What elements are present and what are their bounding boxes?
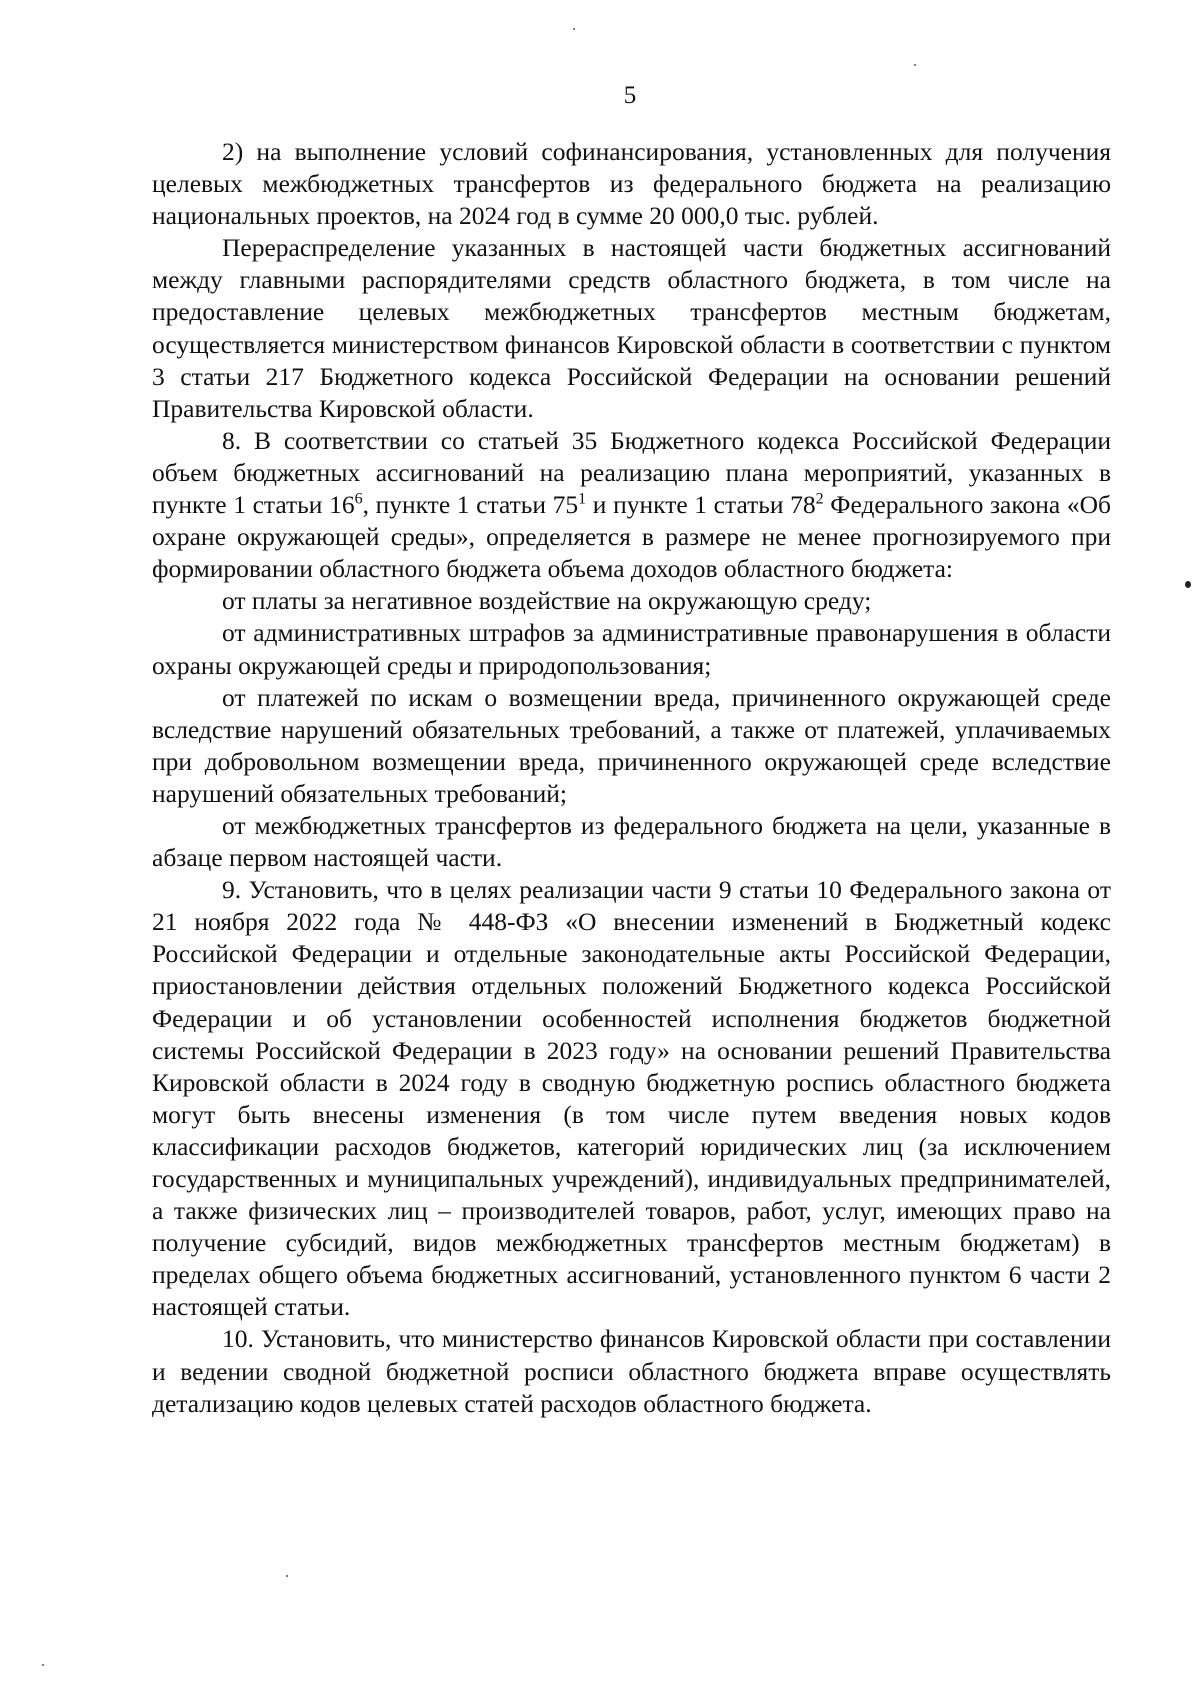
scan-speck	[286, 1575, 288, 1577]
scan-speck	[573, 28, 575, 30]
paragraph-8-text-d: Федерального закона «Об охране окружающей среды», определяется в размере не менее прогнозируемого при формировании областного бюджета объема доходов областного бюджета:	[152, 490, 1111, 584]
paragraph-8-text-c: и пункте 1 статьи 78	[586, 490, 816, 520]
list-item-administrative-fines: от административных штрафов за административные правонарушения в области охраны окружающей среды и природопользования;	[152, 618, 1111, 680]
paragraph-8-environment	[152, 425, 1111, 585]
superscript-2: 2	[815, 490, 824, 508]
paragraph-9-budget-changes: 9. Установить, что в целях реализации части 9 статьи 10 Федерального закона от 21 ноября 2022 года № 448-ФЗ «О внесении изменений в Бюджетный кодекс Российской Федерации и отдельные законодательные акты Российской Федерации, приостановлении действия отдельных положений Бюджетного кодекса Российской Федерации и об установлении особенностей исполнения бюджетов бюджетной системы Российской Федерации в 2023 году» на основании решений Правительства Кировской области в 2024 году в сводную бюджетную роспись областного бюджета могут быть внесены изменения (в том числе путем введения новых кодов классификации расходов бюджетов, категорий юридических лиц (за исключением государственных и муниципальных учреждений), индивидуальных предпринимателей, а также физических лиц – производителей товаров, работ, услуг, имеющих право на получение субсидий, видов межбюджетных трансфертов местным бюджетам) в пределах общего объема бюджетных ассигнований, установленного пунктом 6 части 2 настоящей статьи.	[152, 875, 1111, 1322]
list-item-negative-impact-fee: от платы за негативное воздействие на окружающую среду;	[222, 586, 872, 616]
paragraph-redistribution: Перераспределение указанных в настоящей части бюджетных ассигнований между главными распорядителями средств областного бюджета, в том числе на предоставление целевых межбюджетных трансфертов местным бюджетам, осуществляется министерством финансов Кировской области в соответствии с пунктом 3 статьи 217 Бюджетного кодекса Российской Федерации на основании решений Правительства Кировской области.	[152, 233, 1111, 423]
superscript-6: 6	[354, 490, 363, 508]
page-number: 5	[623, 82, 637, 109]
superscript-1: 1	[578, 490, 587, 508]
paragraph-10-detailing: 10. Установить, что министерство финансов Кировской области при составлении и ведении сводной бюджетной росписи областного бюджета вправе осуществлять детализацию кодов целевых статей расходов областного бюджета.	[152, 1324, 1111, 1418]
list-item-damage-compensation: от платежей по искам о возмещении вреда, причиненного окружающей среде вследствие нарушений обязательных требований, а также от платежей, уплачиваемых при добровольном возмещении вреда, причиненного окружающей среде вследствие нарушений обязательных требований;	[152, 682, 1111, 808]
paragraph-8-text-b: , пункте 1 статьи 75	[362, 490, 579, 520]
paragraph-2-cofinancing: 2) на выполнение условий софинансирования, установленных для получения целевых межбюджетных трансфертов из федерального бюджета на реализацию национальных проектов, на 2024 год в сумме 20 000,0 тыс. рублей.	[152, 137, 1111, 231]
scan-speck	[1185, 581, 1191, 588]
list-item-federal-transfers: от межбюджетных трансфертов из федерального бюджета на цели, указанные в абзаце первом настоящей части.	[152, 810, 1111, 873]
scan-speck	[914, 64, 916, 66]
document-body	[152, 136, 1111, 1420]
paragraph-8-text-a: 8. В соответствии со статьей 35 Бюджетного кодекса Российской Федерации объем бюджетных ассигнований на реализацию плана мероприятий, указанных в пункте 1 статьи 16	[152, 425, 1111, 520]
scan-speck	[42, 1664, 44, 1666]
